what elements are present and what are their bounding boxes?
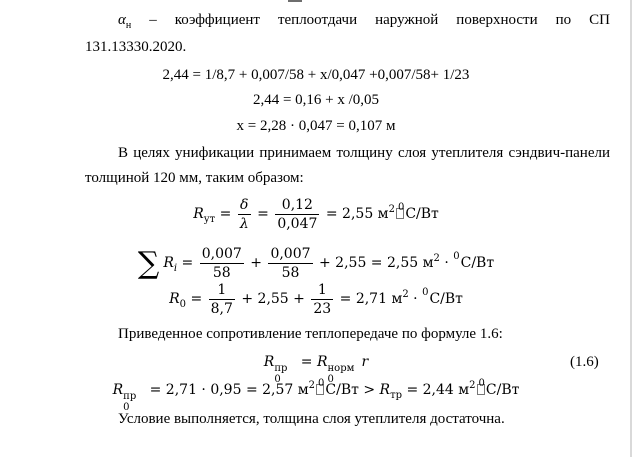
- alpha-definition-line2: 131.13330.2020.: [85, 39, 187, 55]
- fraction-layer-2: $\frac{0,007}{58}$: [270, 245, 311, 281]
- formula-check: R пр 0 = 2,71 · 0,95 = 2,57 $м^2$ $^0С/Вт > R_{тр} = 2,44$ $м^2$ $^0$С/Вт: [112, 378, 520, 413]
- formula-sum-r-i: ∑ $R_i$ = $\frac{0,007}{58}$ + $\frac{0,007}{58}$ + 2,55 = 2,55 $м^2 \cdot ^0С/Вт$: [137, 245, 495, 281]
- equation-2: 2,44 = 0,16 + x /0,05: [252, 92, 380, 108]
- sigma-symbol: ∑: [137, 246, 160, 281]
- formula-r-0: $R_0$ = $\frac{1}{8,7}$ + 2,55 + $\frac{1}{23}$ = 2,71 $м^2 \cdot ^0С/Вт$: [169, 281, 463, 317]
- formula-r-ut: $R_{ут}$ = $\frac{\delta}{\lambda}$ = $\frac{0,12}{0,047}$ = 2,55 $м^2$ $^0$С/Вт: [193, 196, 439, 232]
- reduced-resistance-text: Приведенное сопротивление теплопередаче по формуле 1.6:: [118, 326, 503, 342]
- formula-1-6: R пр 0 = R норм 0 r: [263, 354, 369, 385]
- conclusion-text: Условие выполняется, толщина слоя утеплителя достаточна.: [118, 411, 505, 427]
- fraction-layer-1: $\frac{0,007}{58}$: [201, 245, 242, 281]
- fraction-thickness-conductivity: $\frac{0,12}{0,047}$: [277, 196, 318, 232]
- equation-3: x = 2,28 · 0,047 = 0,107 м: [236, 118, 396, 134]
- r-ut-subscript: ут: [203, 214, 216, 225]
- fraction-delta-lambda: $\frac{\delta}{\lambda}$: [239, 196, 249, 232]
- r-ut-symbol: R: [193, 206, 204, 222]
- fraction-outer-surface: $\frac{1}{23}$: [313, 281, 332, 317]
- page-edge-marker: [288, 0, 302, 2]
- alpha-symbol: α: [118, 12, 126, 28]
- alpha-definition-text: – коэффициент теплоотдачи наружной поверхности по СП: [149, 12, 610, 28]
- alpha-subscript: н: [125, 20, 132, 31]
- fraction-inner-surface: $\frac{1}{8,7}$: [210, 281, 233, 317]
- unification-line1: В целях унификации принимаем толщину слоя утеплителя сэндвич-панели: [118, 145, 610, 161]
- unification-line2: толщиной 120 мм, таким образом:: [85, 170, 304, 186]
- alpha-definition-line1: [118, 10, 610, 32]
- equation-1: 2,44 = 1/8,7 + 0,007/58 + x/0,047 +0,007/58+ 1/23: [162, 67, 470, 83]
- formula-number: (1.6): [570, 354, 599, 370]
